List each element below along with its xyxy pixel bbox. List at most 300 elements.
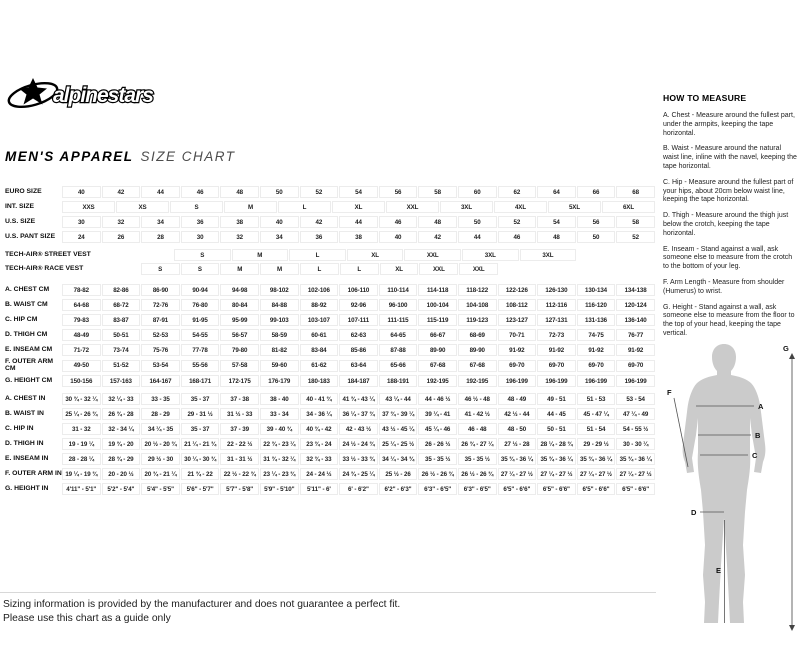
- page-title-sub: SIZE CHART: [140, 149, 236, 164]
- size-cell: XXL: [404, 249, 461, 261]
- size-cell: 112-116: [537, 299, 576, 311]
- size-cell: 33 ½ - 33 ¾: [339, 453, 378, 465]
- how-to-item: D. Thigh - Measure around the thigh just below the crotch, keeping the tape horizontal.: [663, 212, 789, 237]
- size-cell: 76-77: [616, 329, 655, 341]
- size-cell: 39 - 40 ¾: [260, 423, 299, 435]
- size-cell: 84-88: [260, 299, 299, 311]
- size-cell: 95-99: [220, 314, 259, 326]
- size-cell: 91-92: [498, 344, 537, 356]
- size-cell: 68: [616, 186, 655, 198]
- size-cell: 48: [220, 186, 259, 198]
- size-cell: 26 ½ - 26 ¾: [458, 468, 497, 480]
- size-cell: 76-80: [181, 299, 220, 311]
- row-cells: [62, 249, 655, 261]
- size-cell: 51 - 53: [577, 393, 616, 405]
- table-row: [5, 359, 655, 372]
- size-cell: 56: [379, 186, 418, 198]
- row-cells: [62, 408, 655, 420]
- table-row: [5, 483, 655, 495]
- size-cell: 19 ¾ - 20: [102, 438, 141, 450]
- table-row: [5, 231, 655, 243]
- row-cells: [62, 483, 655, 495]
- size-table: [5, 186, 655, 501]
- body-measurement-figure: [658, 340, 800, 642]
- size-cell: L: [340, 263, 379, 275]
- size-cell: 81-82: [260, 344, 299, 356]
- size-cell: 119-123: [458, 314, 497, 326]
- label-thigh: D: [691, 508, 697, 517]
- size-cell: 122-126: [498, 284, 537, 296]
- size-cell: 172-175: [220, 375, 259, 387]
- row-cells: [62, 375, 655, 387]
- row-label: C. HIP IN: [5, 424, 34, 432]
- size-cell: 58-59: [260, 329, 299, 341]
- size-cell: 74-75: [577, 329, 616, 341]
- size-cell: 54: [339, 186, 378, 198]
- size-cell: 64-68: [62, 299, 101, 311]
- size-cell: S: [170, 201, 223, 213]
- size-cell: 27 ¼ - 27 ½: [577, 468, 616, 480]
- table-group: [5, 393, 655, 495]
- size-cell: 39 ¼ - 41: [418, 408, 457, 420]
- size-cell: 83-87: [102, 314, 141, 326]
- size-cell: 150-156: [62, 375, 101, 387]
- size-cell: 37 - 38: [220, 393, 259, 405]
- size-cell: 52: [616, 231, 655, 243]
- size-cell: S: [141, 263, 180, 275]
- size-cell: S: [181, 263, 220, 275]
- size-cell: 164-167: [141, 375, 180, 387]
- size-cell: 196-199: [498, 375, 537, 387]
- row-cells: [62, 299, 655, 311]
- size-cell: 196-199: [537, 375, 576, 387]
- size-cell: S: [174, 249, 231, 261]
- size-cell: 6'5" - 6'6": [537, 483, 576, 495]
- size-cell: 52: [498, 216, 537, 228]
- size-cell: XS: [116, 201, 169, 213]
- size-cell: 65-66: [379, 360, 418, 372]
- size-cell: 32 ¼ - 33: [102, 393, 141, 405]
- size-cell: 36 ¼ - 37 ¾: [339, 408, 378, 420]
- size-cell: 21 ¾ - 22: [181, 468, 220, 480]
- label-arm: F: [667, 388, 672, 397]
- size-cell: 58: [418, 186, 457, 198]
- table-row: [5, 299, 655, 311]
- size-cell: 35 - 35 ½: [418, 453, 457, 465]
- size-cell: 188-191: [379, 375, 418, 387]
- size-cell: 45 ¼ - 46: [418, 423, 457, 435]
- size-cell: 50: [260, 186, 299, 198]
- size-cell: 89-90: [418, 344, 457, 356]
- size-cell: 29 - 31 ½: [181, 408, 220, 420]
- size-cell: L: [300, 263, 339, 275]
- how-to-item: E. Inseam - Stand against a wall, ask someone else to measure from the crotch to the bottom of your leg.: [663, 245, 793, 271]
- size-cell: 32: [220, 231, 259, 243]
- size-cell: 99-103: [260, 314, 299, 326]
- size-cell: 63-64: [339, 360, 378, 372]
- how-to-item: G. Height - Stand against a wall, ask someone else to measure from the floor to the top of your head, keeping the tape vertical.: [663, 303, 795, 337]
- size-cell: 30 - 30 ¼: [616, 438, 655, 450]
- size-cell: 111-115: [379, 314, 418, 326]
- size-cell: 44: [339, 216, 378, 228]
- size-cell: 48 - 49: [498, 393, 537, 405]
- size-cell: 192-195: [418, 375, 457, 387]
- size-cell: 41 ¾ - 43 ¼: [339, 393, 378, 405]
- size-cell: 42: [300, 216, 339, 228]
- size-cell: 77-78: [181, 344, 220, 356]
- size-cell: 29 ½ - 30: [141, 453, 180, 465]
- size-cell: 102-106: [300, 284, 339, 296]
- size-cell: 4'11" - 5'1": [62, 483, 101, 495]
- size-cell: 25 ½ - 26: [379, 468, 418, 480]
- size-cell: 35 ¾ - 36 ¼: [498, 453, 537, 465]
- row-label: A. CHEST CM: [5, 285, 50, 293]
- size-cell: 48: [418, 216, 457, 228]
- size-cell: 25 ¼ - 25 ½: [379, 438, 418, 450]
- size-cell: 24: [62, 231, 101, 243]
- size-cell: 22 ½ - 22 ¾: [220, 468, 259, 480]
- table-group: [5, 284, 655, 387]
- size-cell: 130-134: [577, 284, 616, 296]
- size-cell: 41 - 42 ½: [458, 408, 497, 420]
- size-cell: 196-199: [577, 375, 616, 387]
- size-cell: 134-138: [616, 284, 655, 296]
- size-cell: 40 ¾ - 42: [300, 423, 339, 435]
- size-cell: 51-52: [102, 360, 141, 372]
- row-label: A. CHEST IN: [5, 394, 46, 402]
- size-cell: XXS: [62, 201, 115, 213]
- size-cell: 35 - 37: [181, 423, 220, 435]
- size-cell: 32: [102, 216, 141, 228]
- size-cell: 28 - 29: [141, 408, 180, 420]
- size-cell: 3XL: [520, 249, 577, 261]
- size-cell: 100-104: [418, 299, 457, 311]
- size-cell: 42: [102, 186, 141, 198]
- size-cell: 50 - 51: [537, 423, 576, 435]
- size-cell: 5'7" - 5'8": [220, 483, 259, 495]
- row-label: TECH-AIR® STREET VEST: [5, 250, 91, 258]
- size-cell: 196-199: [616, 375, 655, 387]
- row-cells: [62, 393, 655, 405]
- size-cell: M: [224, 201, 277, 213]
- size-cell: 47 ¼ - 49: [616, 408, 655, 420]
- size-cell: 35 ¾ - 36 ¼: [537, 453, 576, 465]
- size-cell: 67-68: [458, 360, 497, 372]
- size-cell: L: [278, 201, 331, 213]
- size-cell: 31 ¾ - 32 ¼: [260, 453, 299, 465]
- size-cell: 92-96: [339, 299, 378, 311]
- size-cell: 37 - 39: [220, 423, 259, 435]
- table-row: [5, 329, 655, 341]
- size-cell: 52-53: [141, 329, 180, 341]
- row-label: F. OUTER ARM IN: [5, 469, 62, 477]
- table-group: [5, 186, 655, 243]
- size-cell: 72-73: [537, 329, 576, 341]
- how-to-item: B. Waist - Measure around the natural waist line, inline with the navel, keeping the tape horizontal.: [663, 145, 797, 170]
- alpinestars-logo-svg: [6, 72, 181, 117]
- size-cell: 46 ½ - 48: [458, 393, 497, 405]
- size-cell: 53 - 54: [616, 393, 655, 405]
- size-cell: 6'3" - 6'5": [418, 483, 457, 495]
- size-cell: 86-90: [141, 284, 180, 296]
- size-cell: 19 ¼ - 19 ¾: [62, 468, 101, 480]
- size-cell: 37 ¾ - 39 ¼: [379, 408, 418, 420]
- table-row: [5, 468, 655, 480]
- size-cell: 30 ¾ - 32 ¼: [62, 393, 101, 405]
- size-cell: 54: [537, 216, 576, 228]
- size-cell: 54-55: [181, 329, 220, 341]
- size-cell: 69-70: [577, 360, 616, 372]
- size-cell: 45 - 47 ¼: [577, 408, 616, 420]
- row-cells: [62, 201, 655, 213]
- size-cell: 56: [577, 216, 616, 228]
- size-cell: M: [260, 263, 299, 275]
- size-cell: XL: [347, 249, 404, 261]
- size-cell: 60: [458, 186, 497, 198]
- spacer: [62, 263, 140, 275]
- row-label: U.S. SIZE: [5, 217, 36, 225]
- size-cell: 72-76: [141, 299, 180, 311]
- size-cell: 53-54: [141, 360, 180, 372]
- row-label: INT. SIZE: [5, 202, 35, 210]
- table-row: [5, 186, 655, 198]
- size-cell: 34 ¼ - 34 ¾: [379, 453, 418, 465]
- size-cell: XL: [332, 201, 385, 213]
- size-cell: 71-72: [62, 344, 101, 356]
- size-cell: 91-92: [577, 344, 616, 356]
- table-row: [5, 453, 655, 465]
- row-label: TECH-AIR® RACE VEST: [5, 264, 84, 272]
- row-cells: [62, 438, 655, 450]
- size-cell: 69-70: [616, 360, 655, 372]
- size-cell: 6' - 6'2": [339, 483, 378, 495]
- size-cell: 91-92: [616, 344, 655, 356]
- size-cell: 49-50: [62, 360, 101, 372]
- how-to-measure: [663, 93, 797, 346]
- size-cell: 46 - 48: [458, 423, 497, 435]
- size-cell: 136-140: [616, 314, 655, 326]
- table-row: [5, 423, 655, 435]
- size-cell: 64-65: [379, 329, 418, 341]
- size-cell: 48: [537, 231, 576, 243]
- height-arrow-down-icon: [789, 625, 795, 631]
- label-hip: C: [752, 451, 758, 460]
- how-to-item: A. Chest - Measure around the fullest part, under the armpits, keeping the tape horizontal.: [663, 112, 795, 137]
- row-label: C. HIP CM: [5, 315, 38, 323]
- size-cell: 107-111: [339, 314, 378, 326]
- size-cell: 80-84: [220, 299, 259, 311]
- size-cell: 3XL: [440, 201, 493, 213]
- table-row: [5, 408, 655, 420]
- footer-line-1: Sizing information is provided by the manufacturer and does not guarantee a perfect fit.: [3, 599, 401, 610]
- size-cell: 62: [498, 186, 537, 198]
- size-cell: 69-70: [537, 360, 576, 372]
- size-cell: 5XL: [548, 201, 601, 213]
- table-row: [5, 201, 655, 213]
- size-cell: XXL: [459, 263, 498, 275]
- size-cell: 91-92: [537, 344, 576, 356]
- size-cell: 36: [181, 216, 220, 228]
- size-cell: 24 - 24 ½: [300, 468, 339, 480]
- size-cell: M: [232, 249, 289, 261]
- size-cell: 22 - 22 ½: [220, 438, 259, 450]
- size-cell: 31 - 32: [62, 423, 101, 435]
- size-cell: 48 - 50: [498, 423, 537, 435]
- size-cell: 44: [141, 186, 180, 198]
- size-cell: 4XL: [494, 201, 547, 213]
- size-cell: 73-74: [102, 344, 141, 356]
- row-label: E. INSEAM IN: [5, 454, 49, 462]
- size-cell: 24 ½ - 24 ¾: [339, 438, 378, 450]
- size-cell: 28: [141, 231, 180, 243]
- size-cell: 131-136: [577, 314, 616, 326]
- size-cell: 27 ½ - 28: [498, 438, 537, 450]
- spacer: [62, 249, 173, 261]
- size-cell: 48-49: [62, 329, 101, 341]
- size-cell: 26 ¾ - 27 ¼: [458, 438, 497, 450]
- size-cell: 3XL: [462, 249, 519, 261]
- size-cell: 69-70: [498, 360, 537, 372]
- size-cell: 127-131: [537, 314, 576, 326]
- table-row: [5, 314, 655, 326]
- size-cell: 6'2" - 6'3": [379, 483, 418, 495]
- row-label: B. WAIST IN: [5, 409, 44, 417]
- row-cells: [62, 329, 655, 341]
- size-cell: 66-67: [418, 329, 457, 341]
- size-cell: 31 - 31 ½: [220, 453, 259, 465]
- size-cell: 6'3" - 6'5": [458, 483, 497, 495]
- size-cell: 52: [300, 186, 339, 198]
- size-cell: 6'5" - 6'6": [577, 483, 616, 495]
- page-title: [5, 149, 236, 164]
- page-title-main: MEN'S APPAREL: [5, 149, 134, 164]
- size-cell: 27 ¼ - 27 ½: [616, 468, 655, 480]
- size-cell: 104-108: [458, 299, 497, 311]
- size-cell: XL: [380, 263, 419, 275]
- size-cell: 180-183: [300, 375, 339, 387]
- size-cell: 28 ¼ - 28 ¾: [537, 438, 576, 450]
- label-inseam: E: [716, 566, 722, 575]
- size-cell: XXL: [419, 263, 458, 275]
- row-label: D. THIGH CM: [5, 330, 48, 338]
- size-cell: 62-63: [339, 329, 378, 341]
- size-cell: 5'9" - 5'10": [260, 483, 299, 495]
- row-cells: [62, 263, 655, 275]
- size-cell: 38 - 40: [260, 393, 299, 405]
- size-cell: 40 - 41 ¾: [300, 393, 339, 405]
- size-cell: 23 ¾ - 24: [300, 438, 339, 450]
- size-cell: 56-57: [220, 329, 259, 341]
- size-cell: 120-124: [616, 299, 655, 311]
- size-cell: 31 ½ - 33: [220, 408, 259, 420]
- size-cell: 32 ¾ - 33: [300, 453, 339, 465]
- size-cell: 50: [577, 231, 616, 243]
- row-cells: [62, 360, 655, 372]
- row-cells: [62, 453, 655, 465]
- size-cell: 35 - 35 ½: [458, 453, 497, 465]
- size-cell: 5'6" - 5'7": [181, 483, 220, 495]
- size-cell: L: [289, 249, 346, 261]
- size-cell: 88-92: [300, 299, 339, 311]
- size-cell: 68-69: [458, 329, 497, 341]
- size-cell: 90-94: [181, 284, 220, 296]
- size-cell: 115-119: [418, 314, 457, 326]
- size-cell: 21 ¼ - 21 ¾: [181, 438, 220, 450]
- table-row: [5, 375, 655, 387]
- how-to-item: F. Arm Length - Measure from shoulder (Humerus) to wrist.: [663, 278, 785, 295]
- size-cell: 192-195: [458, 375, 497, 387]
- size-cell: 40: [379, 231, 418, 243]
- size-cell: 33 - 34: [260, 408, 299, 420]
- label-chest: A: [758, 402, 764, 411]
- size-cell: 64: [537, 186, 576, 198]
- size-cell: 85-86: [339, 344, 378, 356]
- size-cell: 106-110: [339, 284, 378, 296]
- alpinestars-logo: [6, 72, 181, 117]
- size-cell: 82-86: [102, 284, 141, 296]
- row-label: B. WAIST CM: [5, 300, 48, 308]
- label-waist: B: [755, 431, 761, 440]
- table-row: [5, 438, 655, 450]
- size-cell: 26 ¾ - 28: [102, 408, 141, 420]
- row-cells: [62, 314, 655, 326]
- size-cell: 42 ½ - 44: [498, 408, 537, 420]
- size-cell: 30: [62, 216, 101, 228]
- size-cell: 20 ¾ - 21 ¼: [141, 468, 180, 480]
- size-cell: 50-51: [102, 329, 141, 341]
- size-cell: 110-114: [379, 284, 418, 296]
- size-cell: 108-112: [498, 299, 537, 311]
- size-cell: 29 - 29 ½: [577, 438, 616, 450]
- size-cell: 28 ¾ - 29: [102, 453, 141, 465]
- size-cell: 168-171: [181, 375, 220, 387]
- size-cell: 38: [339, 231, 378, 243]
- how-to-heading: HOW TO MEASURE: [663, 93, 747, 103]
- size-cell: 126-130: [537, 284, 576, 296]
- size-cell: 30 ¼ - 30 ¾: [181, 453, 220, 465]
- size-cell: 20 - 20 ½: [102, 468, 141, 480]
- table-row: [5, 344, 655, 356]
- size-cell: 40: [260, 216, 299, 228]
- size-cell: 59-60: [260, 360, 299, 372]
- size-cell: 20 ½ - 20 ¾: [141, 438, 180, 450]
- size-cell: 51 - 54: [577, 423, 616, 435]
- size-cell: 96-100: [379, 299, 418, 311]
- size-cell: 68-72: [102, 299, 141, 311]
- size-cell: 27 ¼ - 27 ½: [537, 468, 576, 480]
- size-cell: 24 ¾ - 25 ¼: [339, 468, 378, 480]
- size-cell: 78-82: [62, 284, 101, 296]
- table-row: [5, 284, 655, 296]
- size-cell: 50: [458, 216, 497, 228]
- size-cell: 89-90: [458, 344, 497, 356]
- row-label: F. OUTER ARM CM: [5, 358, 54, 372]
- size-cell: 176-179: [260, 375, 299, 387]
- size-cell: 98-102: [260, 284, 299, 296]
- size-cell: 44 - 46 ½: [418, 393, 457, 405]
- row-cells: [62, 284, 655, 296]
- size-cell: 44 - 45: [537, 408, 576, 420]
- size-cell: 75-76: [141, 344, 180, 356]
- height-arrow-up-icon: [789, 353, 795, 359]
- label-height: G: [783, 344, 789, 353]
- size-cell: 94-98: [220, 284, 259, 296]
- size-cell: 79-80: [220, 344, 259, 356]
- size-cell: 67-68: [418, 360, 457, 372]
- size-cell: 6'5" - 6'6": [616, 483, 655, 495]
- size-cell: 23 ¼ - 23 ¾: [260, 468, 299, 480]
- table-row: [5, 393, 655, 405]
